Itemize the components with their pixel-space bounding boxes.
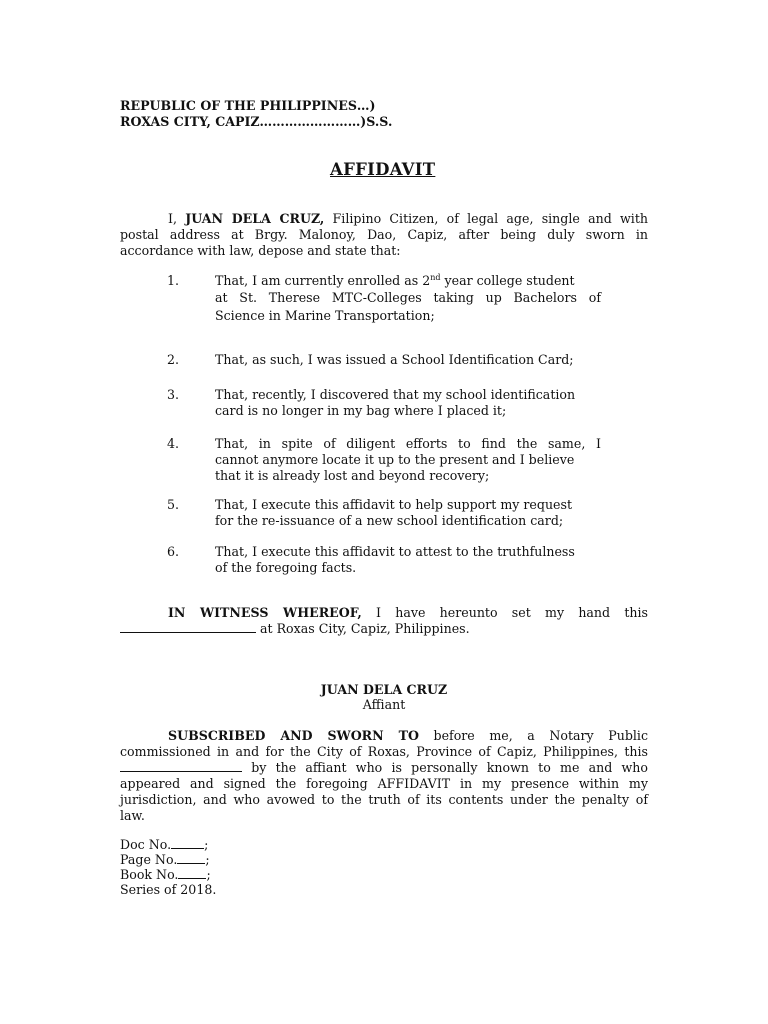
witness-line-2	[120, 621, 470, 637]
doc-no-blank[interactable]	[171, 837, 204, 849]
jurat-heading: SUBSCRIBED AND SWORN TO	[168, 728, 419, 743]
page-no-label: Page No.	[120, 852, 178, 867]
book-no-label: Book No.	[120, 867, 179, 882]
item-1-text-b: year college student	[440, 273, 575, 288]
doc-no-label: Doc No.	[120, 837, 172, 852]
item-5-line-1: That, I execute this affidavit to help support my request	[215, 497, 573, 512]
item-3-number: 3.	[167, 387, 180, 402]
item-3-line-2: card is no longer in my bag where I placed it;	[215, 403, 507, 418]
page-no-suffix: ;	[205, 852, 210, 867]
jurat-line-3-text: by the affiant who is personally known to me and who	[242, 760, 648, 775]
intro-line-1	[168, 211, 648, 227]
affiant-signature-name: JUAN DELA CRUZ	[320, 682, 448, 697]
affiant-name-inline: JUAN DELA CRUZ,	[185, 211, 325, 226]
item-5-line-2: for the re-issuance of a new school identification card;	[215, 513, 564, 528]
affiant-label: Affiant	[362, 697, 406, 712]
item-1-text-a: That, I am currently enrolled as 2	[215, 273, 431, 288]
witness-heading: IN WITNESS WHEREOF,	[168, 605, 362, 620]
intro-line-3: accordance with law, depose and state that:	[120, 243, 401, 258]
item-1-number: 1.	[167, 273, 180, 288]
item-4-number: 4.	[167, 436, 180, 451]
item-4-line-2: cannot anymore locate it up to the present and I believe	[215, 452, 575, 467]
book-no-suffix: ;	[206, 867, 211, 882]
item-6-line-2: of the foregoing facts.	[215, 560, 357, 575]
witness-line-2-text: at Roxas City, Capiz, Philippines.	[256, 621, 470, 636]
page-no-row	[120, 852, 210, 868]
intro-prefix: I,	[168, 211, 186, 226]
item-6-line-1: That, I execute this affidavit to attest to the truthfulness	[215, 544, 575, 559]
jurat-line-4: appeared and signed the foregoing AFFIDAVIT in my presence within my	[120, 776, 648, 791]
item-3-line-1: That, recently, I discovered that my school identification	[215, 387, 576, 402]
series-line: Series of 2018.	[120, 882, 217, 897]
caption-venue: ROXAS CITY, CAPIZ……………………)S.S.	[120, 114, 393, 129]
witness-line-1-text: I have hereunto set my hand this	[361, 605, 649, 620]
item-1-line-3: Science in Marine Transportation;	[215, 308, 435, 323]
witness-line-1	[168, 605, 648, 621]
jurat-line-1	[168, 728, 648, 744]
item-1-superscript: nd	[430, 272, 441, 282]
item-4-line-3: that it is already lost and beyond recovery;	[215, 468, 490, 483]
jurat-line-1-text: before me, a Notary Public	[418, 728, 648, 743]
item-2-line-1: That, as such, I was issued a School Identification Card;	[215, 352, 574, 367]
item-1-line-2: at St. Therese MTC-Colleges taking up Bachelors of	[215, 290, 601, 305]
book-no-blank[interactable]	[178, 867, 206, 879]
doc-no-suffix: ;	[204, 837, 209, 852]
item-2-number: 2.	[167, 352, 180, 367]
caption-republic: REPUBLIC OF THE PHILIPPINES…)	[120, 98, 376, 113]
jurat-line-6: law.	[120, 808, 145, 823]
jurat-date-blank-line[interactable]	[120, 760, 242, 772]
intro-line-1-text: Filipino Citizen, of legal age, single and with	[324, 211, 648, 226]
doc-no-row	[120, 837, 208, 853]
document-title: AFFIDAVIT	[330, 160, 436, 179]
intro-line-2: postal address at Brgy. Malonoy, Dao, Capiz, after being duly sworn in	[120, 227, 648, 242]
jurat-line-5: jurisdiction, and who avowed to the truth of its contents under the penalty of	[120, 792, 648, 807]
date-blank-line[interactable]	[120, 621, 256, 633]
item-5-number: 5.	[167, 497, 180, 512]
page-no-blank[interactable]	[177, 852, 205, 864]
item-6-number: 6.	[167, 544, 180, 559]
item-4-line-1: That, in spite of diligent efforts to find the same, I	[215, 436, 601, 451]
item-1-line-1	[215, 273, 575, 289]
jurat-line-2: commissioned in and for the City of Roxas, Province of Capiz, Philippines, this	[120, 744, 648, 759]
book-no-row	[120, 867, 211, 883]
jurat-line-3	[120, 760, 648, 776]
